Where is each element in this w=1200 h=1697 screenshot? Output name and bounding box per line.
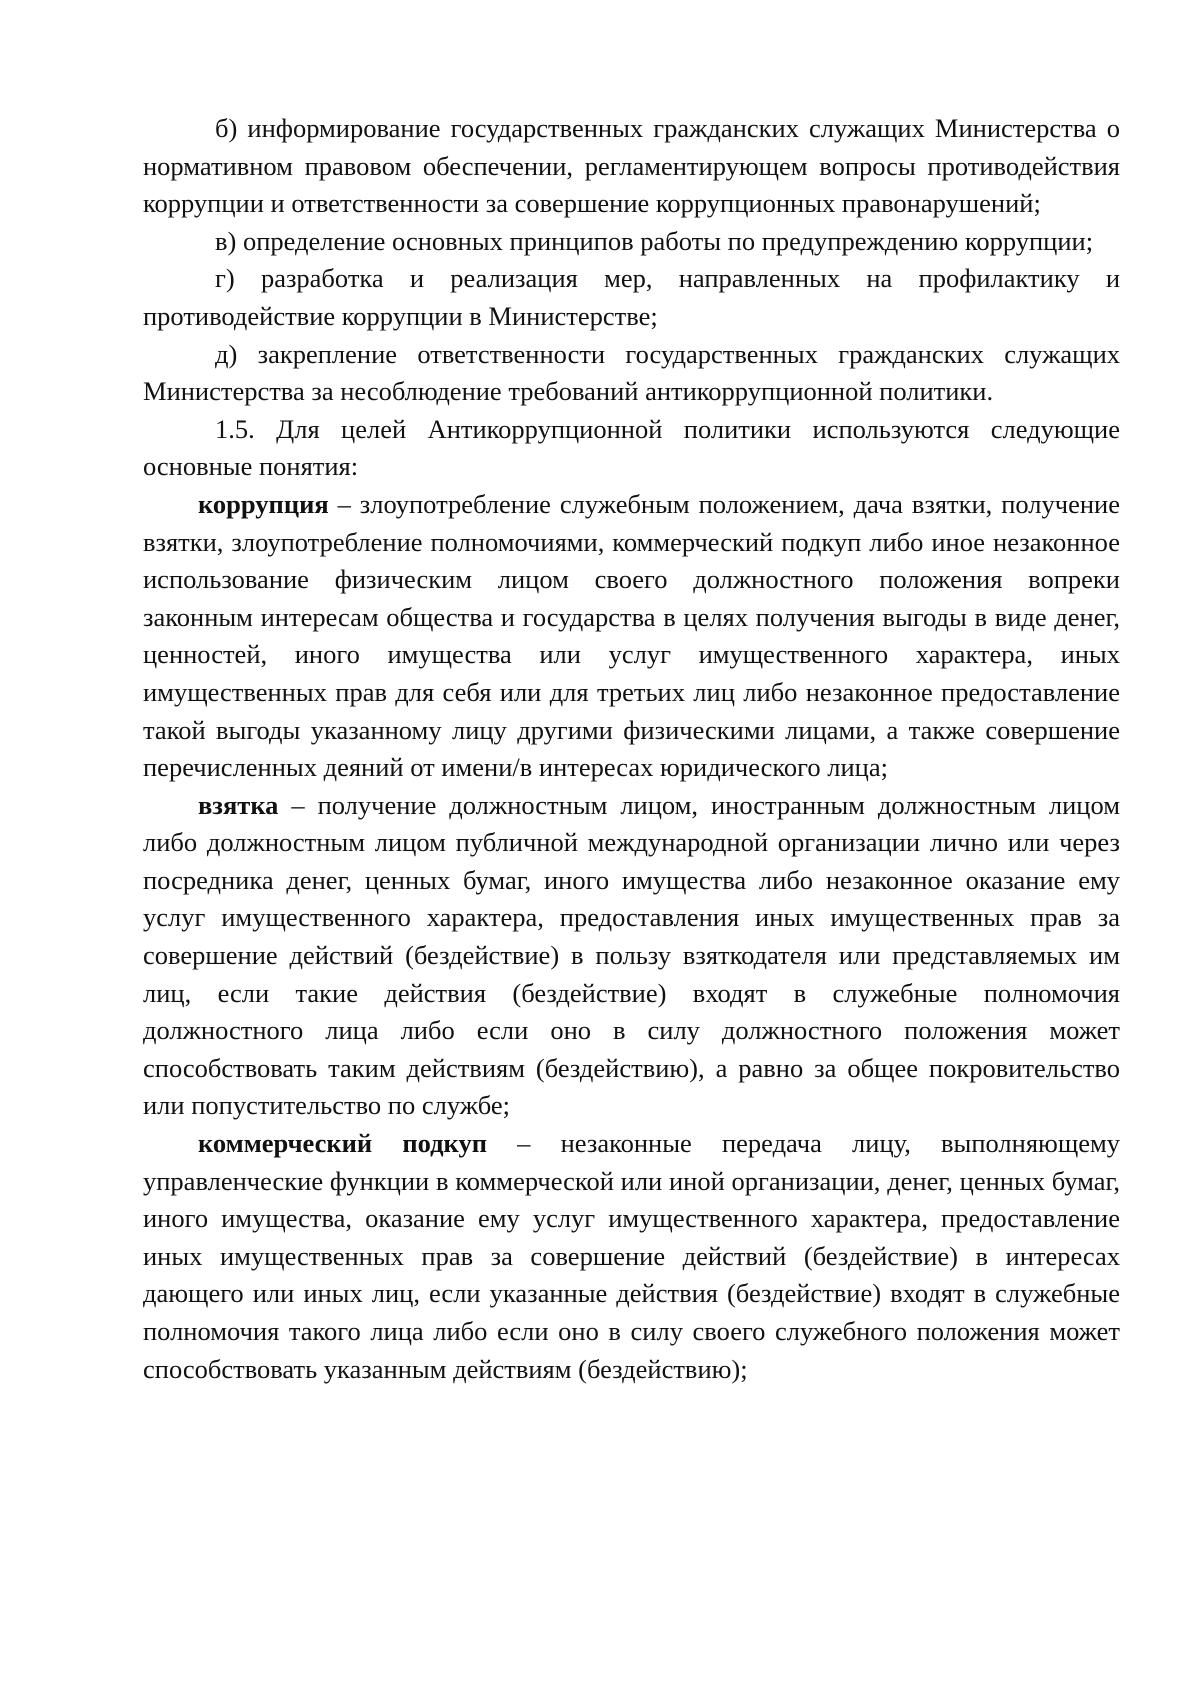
- definition-text: – злоупотребление служебным положением, дача взятки, получение взятки, злоупотребление полномочиями, коммерческий подкуп либо иное незаконное использование физическим лицом своего должностного положения вопреки законным интересам общества и государства в целях получения выгоды в виде денег, ценностей, иного имущества или услуг имущественного характера, иных имущественных прав для себя или для третьих лиц либо незаконное предоставление такой выгоды указанному лицу другими физическими лицами, а также совершение перечисленных деяний от имени/в интересах юридического лица;: [143, 488, 1120, 783]
- section-1-5-paragraph: 1.5. Для целей Антикоррупционной политики используются следующие основные понятия:: [143, 413, 1120, 482]
- document-page: [143, 110, 1120, 1388]
- definition-text: – незаконные передача лицу, выполняющему управленческие функции в коммерческой или иной организации, денег, ценных бумаг, иного имущества, оказание ему услуг имущественного характера, предоставление иных имущественных прав за совершение действий (бездействие) в интересах дающего или иных лиц, если указанные действия (бездействие) входят в служебные полномочия такого лица либо если оно в силу своего служебного положения может способствовать указанным действиям (бездействию);: [143, 1128, 1121, 1384]
- definition-corruption: [143, 486, 1120, 787]
- definition-term: взятка: [198, 789, 279, 820]
- definition-text: – получение должностным лицом, иностранным должностным лицом либо должностным лицом публичной международной организации лично или через посредника денег, ценных бумаг, иного имущества либо незаконное оказание ему услуг имущественного характера, предоставления иных имущественных прав за совершение действий (бездействие) в пользу взяткодателя или представляемых им лиц, если такие действия (бездействие) входят в служебные полномочия должностного лица либо если оно в силу должностного положения может способствовать таким действиям (бездействию), а равно за общее покровительство или попустительство по службе;: [143, 789, 1120, 1121]
- list-item-g: г) разработка и реализация мер, направленных на профилактику и противодействие коррупции в Министерстве;: [143, 263, 1120, 331]
- list-item-v: в) определение основных принципов работы по предупреждению коррупции;: [215, 225, 1094, 256]
- definition-term: коммерческий подкуп: [198, 1128, 487, 1159]
- list-item-b: б) информирование государственных гражданских служащих Министерства о нормативном правовом обеспечении, регламентирующем вопросы противодействия коррупции и ответственности за совершение коррупционных правонарушений;: [143, 113, 1120, 219]
- definition-bribe: [143, 787, 1120, 1125]
- list-item-d: д) закрепление ответственности государственных гражданских служащих Министерства за несоблюдение требований антикоррупционной политики.: [143, 338, 1120, 407]
- definition-term: коррупция: [198, 488, 329, 519]
- definition-commercial-bribery: [143, 1125, 1120, 1388]
